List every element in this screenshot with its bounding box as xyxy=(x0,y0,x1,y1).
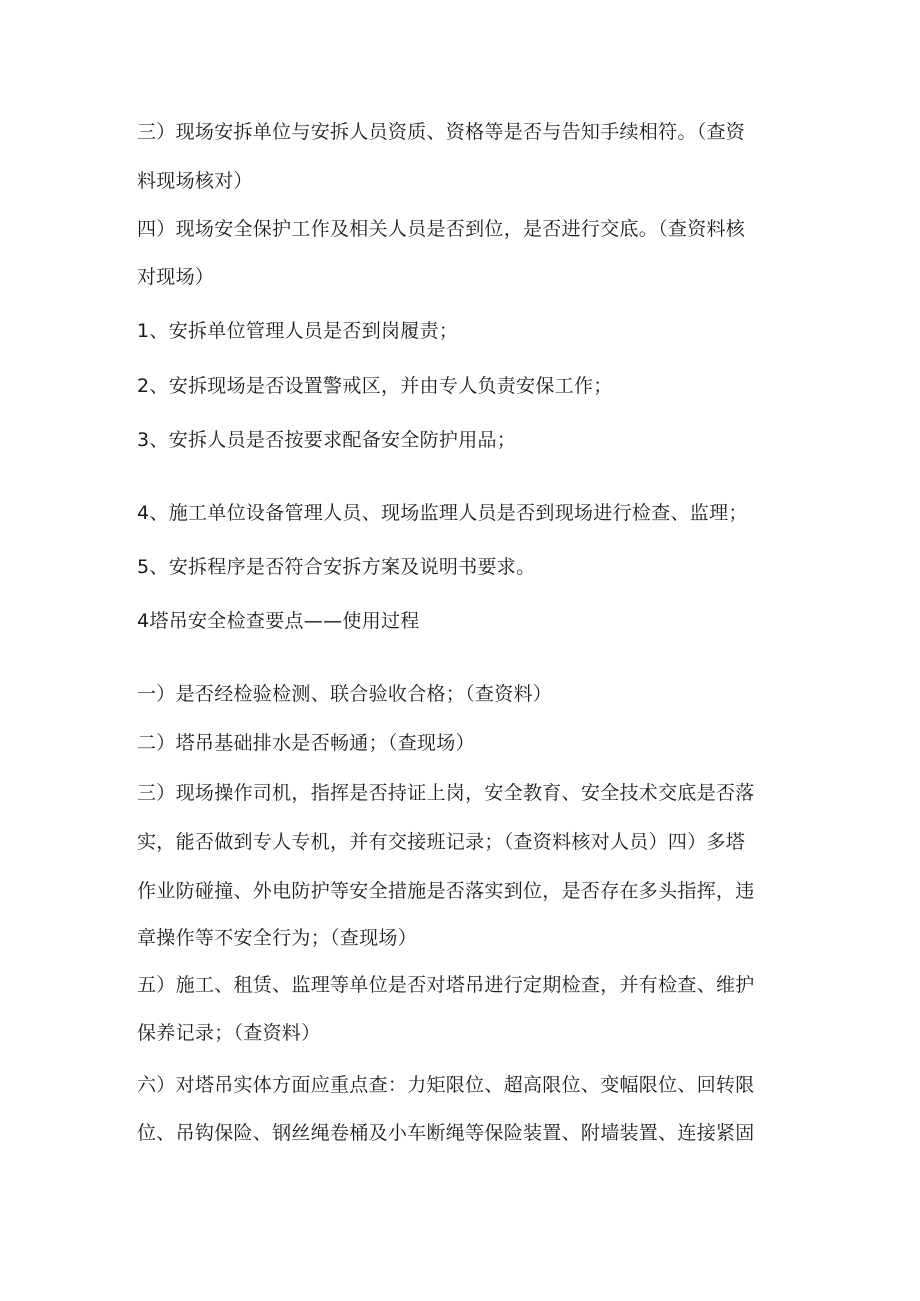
text-line: 实，能否做到专人专机，并有交接班记录；（查资料核对人员）四）多塔 xyxy=(137,831,746,853)
text-line: 三）现场安拆单位与安拆人员资质、资格等是否与告知手续相符。（查资 xyxy=(137,121,746,143)
text-line: 对现场） xyxy=(137,266,215,288)
text-line: 位、吊钩保险、钢丝绳卷桶及小车断绳等保险装置、附墙装置、连接紧固 xyxy=(137,1122,755,1144)
text-line: 四）现场安全保护工作及相关人员是否到位，是否进行交底。（查资料核 xyxy=(137,218,746,240)
list-item: 3、安拆人员是否按要求配备安全防护用品； xyxy=(137,429,517,451)
text-line: 料现场核对） xyxy=(137,170,253,192)
text-line: 六）对塔吊实体方面应重点查：力矩限位、超高限位、变幅限位、回转限 xyxy=(137,1074,755,1096)
text-line: 三）现场操作司机，指挥是否持证上岗，安全教育、安全技术交底是否落 xyxy=(137,782,755,804)
list-item: 2、安拆现场是否设置警戒区，并由专人负责安保工作； xyxy=(137,375,613,397)
text-line: 二）塔吊基础排水是否畅通；（查现场） xyxy=(137,732,475,754)
text-line: 保养记录；（查资料） xyxy=(137,1022,321,1044)
section-heading: 4塔吊安全检查要点——使用过程 xyxy=(137,610,420,632)
text-line: 一）是否经检验检测、联合验收合格；（查资料） xyxy=(137,683,553,705)
list-item: 1、安拆单位管理人员是否到岗履责； xyxy=(137,320,459,342)
text-line: 章操作等不安全行为；（查现场） xyxy=(137,927,418,949)
text-line: 五）施工、租赁、监理等单位是否对塔吊进行定期检查，并有检查、维护 xyxy=(137,974,755,996)
text-line: 作业防碰撞、外电防护等安全措施是否落实到位，是否存在多头指挥，违 xyxy=(137,880,755,902)
list-item: 5、安拆程序是否符合安拆方案及说明书要求。 xyxy=(137,556,536,578)
list-item: 4、施工单位设备管理人员、现场监理人员是否到现场进行检查、监理； xyxy=(137,502,748,524)
